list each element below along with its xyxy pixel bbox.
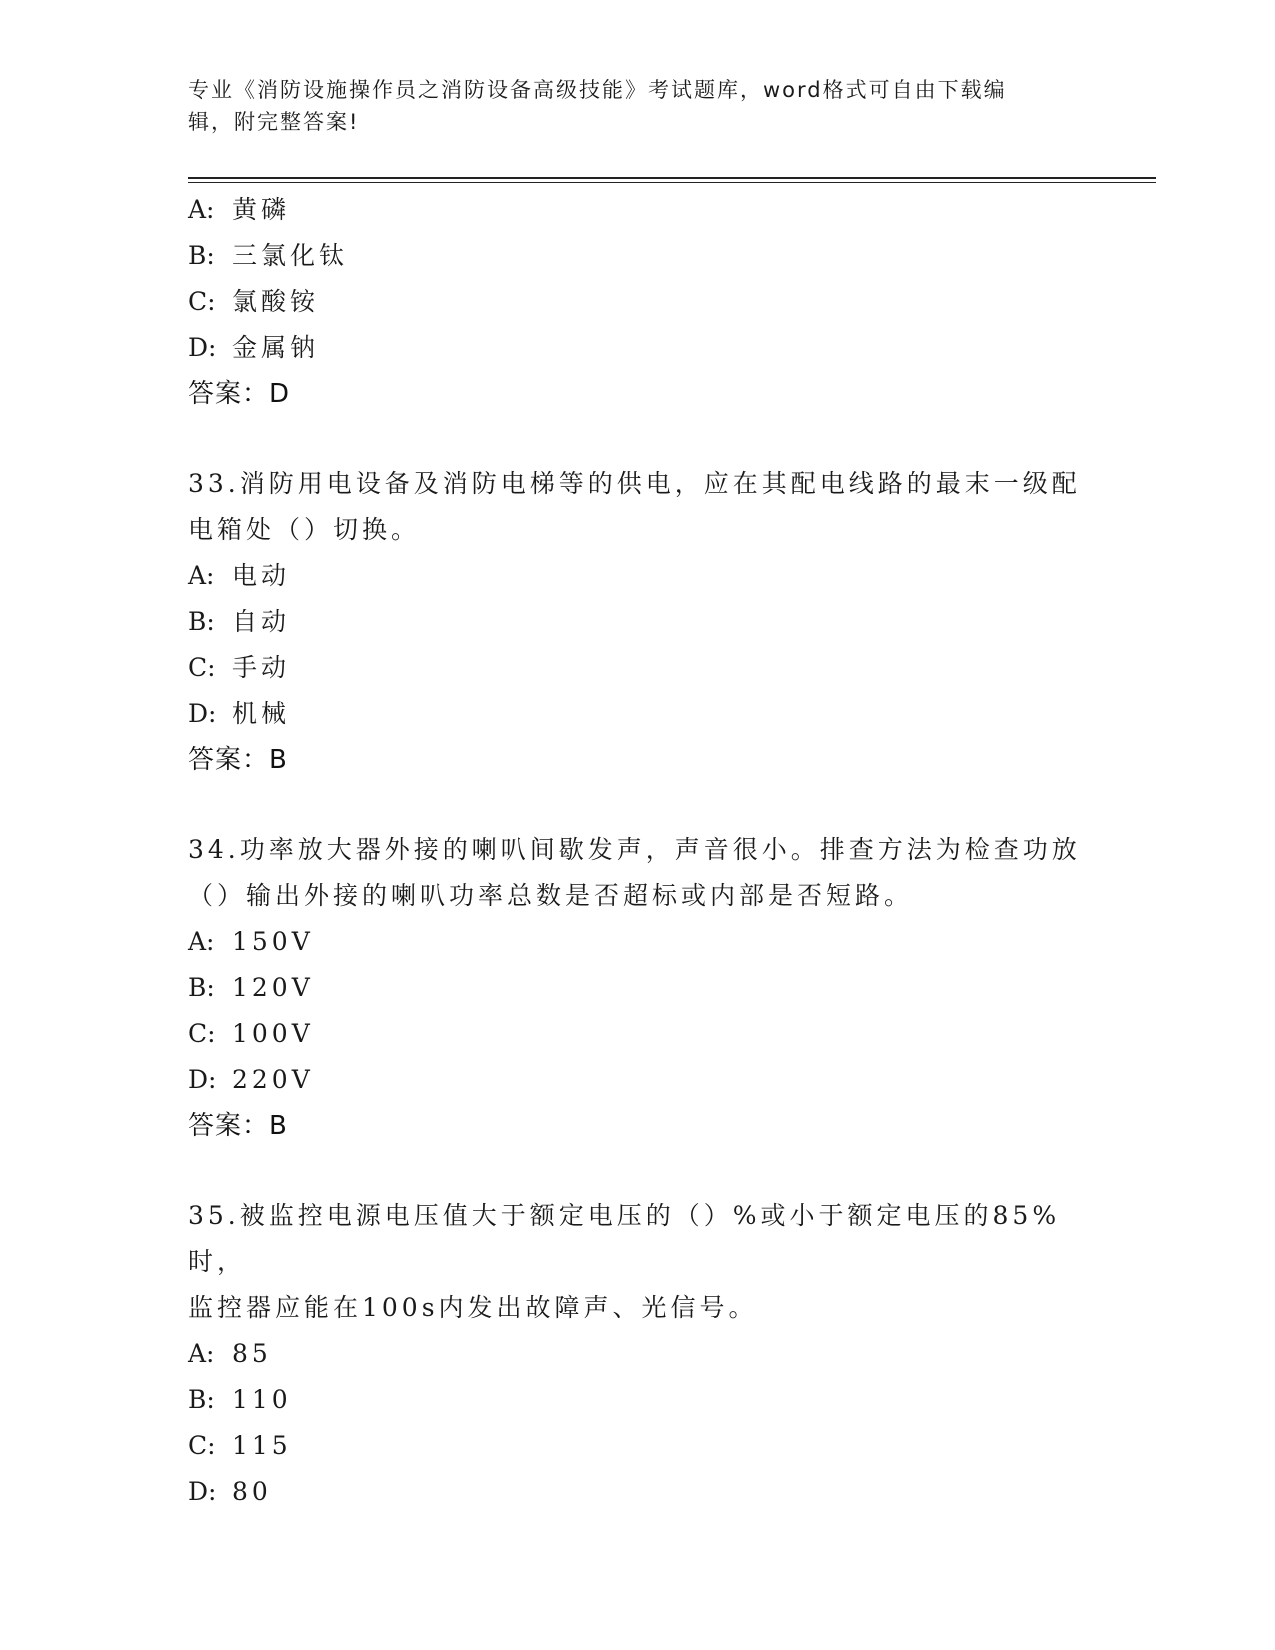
question-line-1: 33.消防用电设备及消防电梯等的供电，应在其配电线路的最末一级配	[188, 469, 1081, 498]
question-text	[188, 1193, 1088, 1331]
option-a	[188, 1331, 1088, 1377]
option-a	[188, 187, 1088, 233]
option-key: D:	[188, 699, 217, 728]
option-d	[188, 1469, 1088, 1515]
header-line-1: 专业《消防设施操作员之消防设备高级技能》考试题库，word格式可自由下载编	[188, 78, 1007, 102]
answer-label: 答案：	[188, 1111, 270, 1141]
option-d	[188, 1057, 1088, 1103]
question-text	[188, 827, 1088, 919]
question-block-33	[188, 461, 1088, 783]
option-text: 手动	[232, 653, 291, 682]
option-text: 机械	[232, 699, 291, 728]
header-line-2: 辑，附完整答案!	[188, 110, 360, 134]
question-block-34	[188, 827, 1088, 1149]
question-content	[188, 187, 1088, 1515]
option-key: B:	[188, 1385, 215, 1414]
option-d	[188, 325, 1088, 371]
header-divider-thick	[188, 177, 1156, 179]
option-text: 115	[232, 1431, 292, 1460]
option-c	[188, 645, 1088, 691]
answer-value: B	[269, 745, 288, 775]
option-text: 80	[232, 1477, 272, 1506]
option-key: A:	[188, 195, 215, 224]
option-key: D:	[188, 1477, 217, 1506]
option-key: D:	[188, 333, 217, 362]
option-key: A:	[188, 927, 215, 956]
answer-label: 答案：	[188, 379, 270, 409]
option-b	[188, 599, 1088, 645]
question-line-2: 监控器应能在100s内发出故障声、光信号。	[188, 1293, 758, 1322]
option-b	[188, 233, 1088, 279]
answer-value: D	[269, 379, 291, 409]
answer-value: B	[269, 1111, 288, 1141]
question-line-1: 34.功率放大器外接的喇叭间歇发声，声音很小。排查方法为检查功放	[188, 835, 1081, 864]
option-key: A:	[188, 561, 215, 590]
option-c	[188, 1011, 1088, 1057]
option-key: A:	[188, 1339, 215, 1368]
answer-label: 答案：	[188, 745, 270, 775]
option-key: C:	[188, 1431, 216, 1460]
question-block-32	[188, 187, 1088, 417]
option-a	[188, 919, 1088, 965]
header-divider-thin	[188, 182, 1156, 183]
option-key: C:	[188, 1019, 216, 1048]
document-header	[188, 74, 1078, 138]
question-block-35	[188, 1193, 1088, 1515]
answer-line	[188, 737, 1088, 783]
option-text: 110	[232, 1385, 292, 1414]
option-key: C:	[188, 287, 216, 316]
option-text: 黄磷	[232, 195, 291, 224]
question-line-1: 35.被监控电源电压值大于额定电压的（）%或小于额定电压的85%时，	[188, 1201, 1061, 1276]
question-line-2: （）输出外接的喇叭功率总数是否超标或内部是否短路。	[188, 881, 914, 910]
option-key: B:	[188, 241, 215, 270]
option-text: 氯酸铵	[232, 287, 320, 316]
option-text: 自动	[232, 607, 291, 636]
option-b	[188, 1377, 1088, 1423]
option-text: 三氯化钛	[232, 241, 349, 270]
question-line-2: 电箱处（）切换。	[188, 515, 421, 544]
option-text: 85	[232, 1339, 272, 1368]
option-key: D:	[188, 1065, 217, 1094]
option-text: 120V	[232, 973, 314, 1002]
option-c	[188, 279, 1088, 325]
option-text: 220V	[232, 1065, 314, 1094]
option-c	[188, 1423, 1088, 1469]
option-b	[188, 965, 1088, 1011]
option-key: B:	[188, 607, 215, 636]
option-key: C:	[188, 653, 216, 682]
question-text	[188, 461, 1088, 553]
option-key: B:	[188, 973, 215, 1002]
option-d	[188, 691, 1088, 737]
answer-line	[188, 371, 1088, 417]
option-a	[188, 553, 1088, 599]
option-text: 金属钠	[232, 333, 320, 362]
option-text: 150V	[232, 927, 314, 956]
option-text: 100V	[232, 1019, 314, 1048]
option-text: 电动	[232, 561, 291, 590]
answer-line	[188, 1103, 1088, 1149]
